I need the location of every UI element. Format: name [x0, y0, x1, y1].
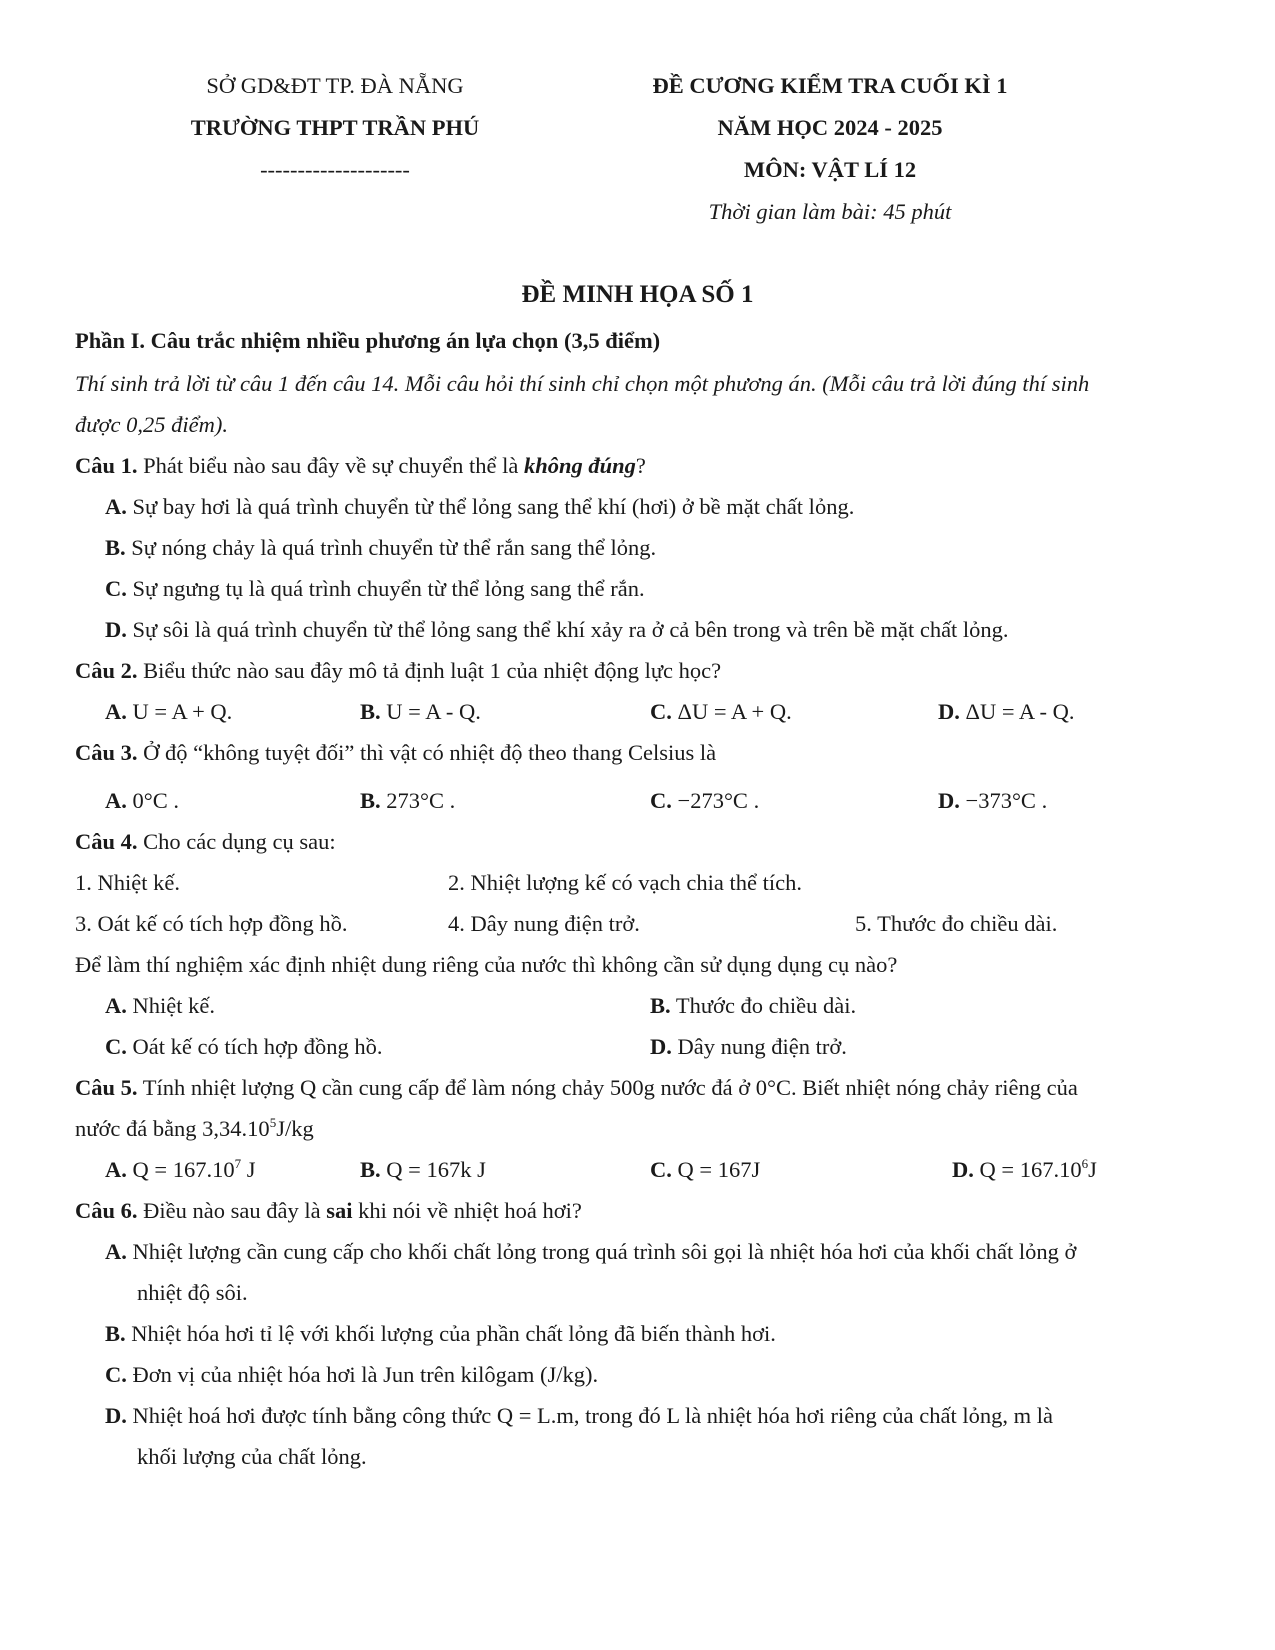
option-text: Q = 167k J	[380, 1157, 486, 1182]
superscript: 6	[1081, 1155, 1089, 1171]
option-text: Q = 167J	[671, 1157, 761, 1182]
question-6	[75, 1197, 582, 1224]
page-title: ĐỀ MINH HỌA SỐ 1	[521, 281, 754, 308]
option-text: Sự bay hơi là quá trình chuyển từ thể lỏng sang thể khí (hơi) ở bề mặt chất lỏng.	[126, 494, 855, 519]
q6-option-b	[105, 1320, 776, 1347]
option-text: Nhiệt hóa hơi tỉ lệ với khối lượng của phần chất lỏng đã biến thành hơi.	[125, 1321, 776, 1346]
option-letter: A.	[105, 788, 127, 813]
text-part: nước đá bằng 3,34.10	[75, 1116, 270, 1141]
q1-option-d	[105, 616, 1009, 643]
question-5	[75, 1074, 1078, 1101]
question-emphasis: không đúng	[523, 453, 636, 478]
option-text: Thước đo chiều dài.	[670, 993, 857, 1018]
option-text: J	[241, 1157, 256, 1182]
question-tail: ?	[635, 453, 646, 478]
q1-option-b	[105, 534, 656, 561]
part1-instruction-line1: Thí sinh trả lời từ câu 1 đến câu 14. Mỗi câu hỏi thí sinh chỉ chọn một phương án. (Mỗi câu trả lời đúng thí sinh	[75, 371, 1090, 396]
q1-option-a	[105, 493, 854, 520]
option-text: Oát kế có tích hợp đồng hồ.	[126, 1034, 383, 1059]
option-letter: C.	[105, 1362, 127, 1387]
q5-option-b	[360, 1156, 486, 1183]
option-letter: D.	[105, 617, 127, 642]
option-text: −373°C .	[959, 788, 1048, 813]
question-label: Câu 6.	[75, 1198, 138, 1223]
option-letter: D.	[952, 1157, 974, 1182]
q6-option-c	[105, 1361, 598, 1388]
option-text: Sự nóng chảy là quá trình chuyển từ thể rắn sang thể lỏng.	[125, 535, 657, 560]
option-text: Q = 167.10	[126, 1157, 235, 1182]
q4-option-a	[105, 992, 215, 1019]
q3-option-d	[938, 787, 1047, 814]
option-text: U = A - Q.	[380, 699, 481, 724]
q5-option-a	[105, 1156, 255, 1183]
option-text: ΔU = A + Q.	[671, 699, 792, 724]
question-label: Câu 5.	[75, 1075, 138, 1100]
question-3	[75, 739, 716, 766]
question-text: Biểu thức nào sau đây mô tả định luật 1 của nhiệt động lực học?	[137, 658, 722, 683]
option-text: Nhiệt lượng cần cung cấp cho khối chất lỏng trong quá trình sôi gọi là nhiệt hóa hơi của khối chất lỏng ở	[126, 1239, 1077, 1264]
option-text: 0°C .	[126, 788, 180, 813]
question-4	[75, 828, 336, 855]
option-letter: B.	[360, 1157, 381, 1182]
question-label: Câu 4.	[75, 829, 138, 854]
q2-option-c	[650, 698, 792, 725]
option-letter: B.	[360, 699, 381, 724]
option-letter: C.	[105, 576, 127, 601]
q3-option-a	[105, 787, 179, 814]
option-text: −273°C .	[671, 788, 760, 813]
question-text: khi nói về nhiệt hoá hơi?	[352, 1198, 582, 1223]
superscript: 7	[234, 1155, 242, 1171]
q5-text-line2	[75, 1115, 314, 1142]
exam-title: ĐỀ CƯƠNG KIỂM TRA CUỐI KÌ 1	[652, 73, 1008, 98]
q5-option-d	[952, 1156, 1097, 1183]
school-name: TRƯỜNG THPT TRẦN PHÚ	[190, 115, 480, 140]
q4-option-c	[105, 1033, 382, 1060]
q6-option-d	[105, 1402, 1053, 1429]
question-text: Điều nào sau đây là	[137, 1198, 327, 1223]
option-letter: A.	[105, 1239, 127, 1264]
q4-item-1: 1. Nhiệt kế.	[75, 870, 180, 895]
option-letter: B.	[650, 993, 671, 1018]
option-letter: A.	[105, 993, 127, 1018]
header-divider: --------------------	[260, 157, 410, 182]
option-letter: A.	[105, 1157, 127, 1182]
option-letter: D.	[938, 699, 960, 724]
q1-option-c	[105, 575, 645, 602]
q4-option-b	[650, 992, 856, 1019]
department-name: SỞ GD&ĐT TP. ĐÀ NẴNG	[206, 73, 464, 98]
q2-option-d	[938, 698, 1075, 725]
option-text: Đơn vị của nhiệt hóa hơi là Jun trên kilôgam (J/kg).	[126, 1362, 599, 1387]
q2-option-a	[105, 698, 232, 725]
q6-option-a-line2: nhiệt độ sôi.	[137, 1280, 248, 1305]
option-letter: D.	[105, 1403, 127, 1428]
option-letter: B.	[105, 535, 126, 560]
q6-option-d-line2: khối lượng của chất lỏng.	[137, 1444, 367, 1469]
part1-instruction-line2: được 0,25 điểm).	[75, 412, 228, 437]
q6-option-a	[105, 1238, 1076, 1265]
question-1	[75, 452, 646, 479]
question-text: Ở độ “không tuyệt đối” thì vật có nhiệt độ theo thang Celsius là	[137, 740, 717, 765]
option-letter: C.	[650, 788, 672, 813]
school-year: NĂM HỌC 2024 - 2025	[717, 115, 943, 140]
option-text: Nhiệt kế.	[126, 993, 215, 1018]
q4-item-2: 2. Nhiệt lượng kế có vạch chia thể tích.	[448, 870, 802, 895]
q3-option-b	[360, 787, 455, 814]
option-text: Sự ngưng tụ là quá trình chuyển từ thể lỏng sang thể rắn.	[126, 576, 645, 601]
option-letter: D.	[938, 788, 960, 813]
subject: MÔN: VẬT LÍ 12	[743, 157, 917, 182]
option-letter: A.	[105, 699, 127, 724]
q3-option-c	[650, 787, 759, 814]
q4-option-d	[650, 1033, 847, 1060]
question-text: Cho các dụng cụ sau:	[137, 829, 336, 854]
question-text: Phát biểu nào sau đây về sự chuyển thể là	[137, 453, 524, 478]
text-part: J/kg	[276, 1116, 314, 1141]
q5-option-c	[650, 1156, 760, 1183]
question-emphasis: sai	[326, 1198, 353, 1223]
option-text: ΔU = A - Q.	[959, 699, 1075, 724]
q4-item-5: 5. Thước đo chiều dài.	[855, 911, 1058, 936]
option-text: Dây nung điện trở.	[671, 1034, 847, 1059]
option-text: 273°C .	[380, 788, 456, 813]
question-label: Câu 2.	[75, 658, 138, 683]
time-limit: Thời gian làm bài: 45 phút	[708, 199, 952, 224]
question-label: Câu 1.	[75, 453, 138, 478]
q2-option-b	[360, 698, 481, 725]
option-letter: C.	[105, 1034, 127, 1059]
question-2	[75, 657, 721, 684]
q4-item-3: 3. Oát kế có tích hợp đồng hồ.	[75, 911, 348, 936]
superscript: 5	[269, 1114, 277, 1130]
option-letter: B.	[360, 788, 381, 813]
q4-item-4: 4. Dây nung điện trở.	[448, 911, 640, 936]
option-letter: C.	[650, 699, 672, 724]
option-letter: D.	[650, 1034, 672, 1059]
option-text: Q = 167.10	[973, 1157, 1082, 1182]
option-text: Nhiệt hoá hơi được tính bằng công thức Q = L.m, trong đó L là nhiệt hóa hơi riêng của chất lỏng, m là	[126, 1403, 1053, 1428]
option-text: Sự sôi là quá trình chuyển từ thể lỏng sang thể khí xảy ra ở cả bên trong và trên bề mặt chất lỏng.	[126, 617, 1009, 642]
option-text: U = A + Q.	[126, 699, 233, 724]
q4-question: Để làm thí nghiệm xác định nhiệt dung riêng của nước thì không cần sử dụng dụng cụ nào?	[75, 952, 898, 977]
option-letter: A.	[105, 494, 127, 519]
question-text: Tính nhiệt lượng Q cần cung cấp để làm nóng chảy 500g nước đá ở 0°C. Biết nhiệt nóng chảy riêng của	[137, 1075, 1078, 1100]
option-letter: B.	[105, 1321, 126, 1346]
question-label: Câu 3.	[75, 740, 138, 765]
part1-heading: Phần I. Câu trắc nhiệm nhiều phương án lựa chọn (3,5 điểm)	[75, 328, 661, 353]
option-text: J	[1088, 1157, 1097, 1182]
option-letter: C.	[650, 1157, 672, 1182]
